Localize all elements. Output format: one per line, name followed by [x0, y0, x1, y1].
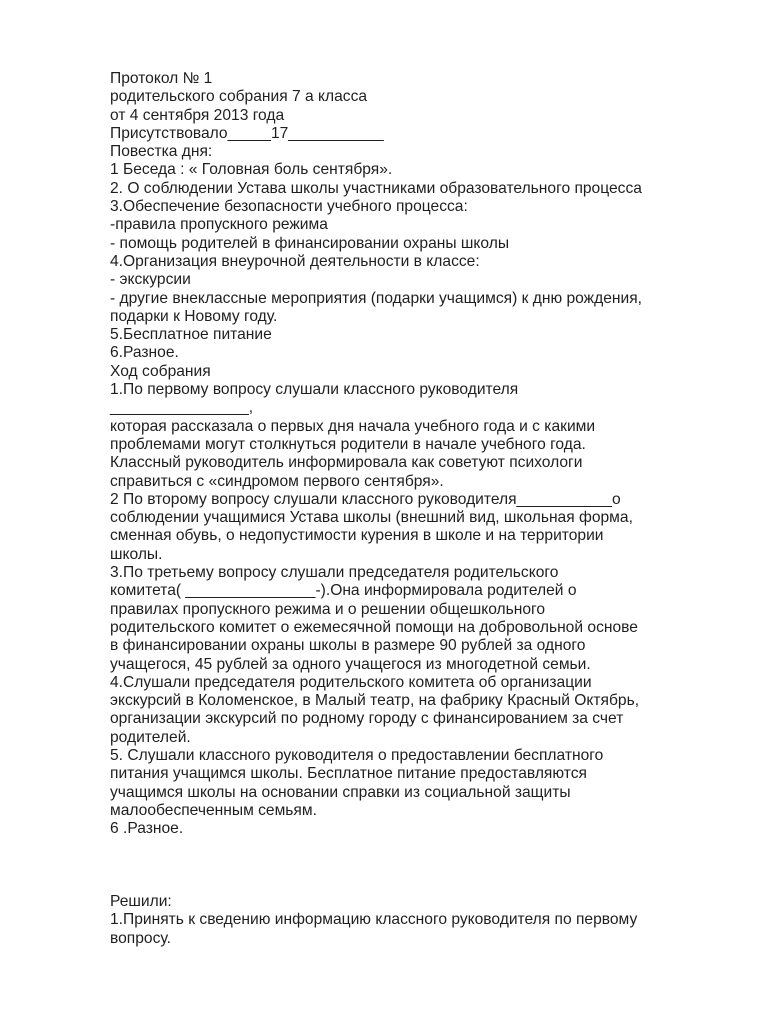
document-line: питания учащимся школы. Бесплатное питание предоставляются [110, 765, 587, 783]
document-line: организации экскурсий по родному городу с финансированием за счет [110, 710, 624, 728]
document-line: 2. О соблюдении Устава школы участниками образовательного процесса [110, 179, 642, 197]
document-line: Ход собрания [110, 362, 211, 380]
document-line: 6.Разное. [110, 344, 179, 362]
document-line: Повестка дня: [110, 143, 213, 161]
document-line: родительского собрания 7 а класса [110, 88, 368, 106]
document-line: экскурсий в Коломенское, в Малый театр, на фабрику Красный Октябрь, [110, 692, 640, 710]
document-line: учащимся школы на основании справки из социальной защиты [110, 783, 571, 801]
decision-line: 1.Принять к сведению информацию классного руководителя по первому [110, 911, 638, 929]
document-line: от 4 сентября 2013 года [110, 106, 285, 124]
document-line: комитета( _______________-).Она информировала родителей о [110, 582, 577, 600]
document-line: правилах пропускного режима и о решении общешкольного [110, 600, 546, 618]
document-line: 2 По второму вопросу слушали классного руководителя___________о [110, 490, 621, 508]
document-line: Протокол № 1 [110, 70, 213, 87]
document-line: соблюдении учащимися Устава школы (внешний вид, школьная форма, [110, 509, 633, 527]
protocol-text [110, 70, 730, 838]
decision-heading: Решили: [110, 893, 172, 910]
document-line: 4.Слушали председателя родительского комитета об организации [110, 673, 592, 691]
document-line: 3.По третьему вопросу слушали председателя родительского [110, 564, 559, 582]
document-line: Присутствовало_____17___________ [110, 124, 384, 142]
document-line: -правила пропускного режима [110, 216, 328, 234]
document-line: ________________, [110, 399, 254, 417]
document-line: школы. [110, 545, 163, 563]
document-line: 6 .Разное. [110, 820, 184, 838]
document-line: учащегося, 45 рублей за одного учащегося из многодетной семьи. [110, 655, 591, 673]
decision-section [110, 893, 730, 948]
document-line: 1 Беседа : « Головная боль сентября». [110, 161, 393, 179]
document-line: проблемами могут столкнуться родители в начале учебного года. [110, 435, 586, 453]
document-line: - экскурсии [110, 271, 191, 289]
document-line: 3.Обеспечение безопасности учебного процесса: [110, 198, 468, 216]
document-line: которая рассказала о первых дня начала учебного года и с какими [110, 417, 596, 435]
document-line: Классный руководитель информировала как советуют психологи [110, 454, 583, 472]
document-line: родительского комитет о ежемесячной помощи на добровольной основе [110, 618, 638, 636]
document-line: - помощь родителей в финансировании охраны школы [110, 234, 510, 252]
document-line: справиться с «синдромом первого сентября». [110, 472, 444, 490]
document-line: малообеспеченным семьям. [110, 801, 317, 819]
document-line: 5.Бесплатное питание [110, 326, 272, 344]
document-line: 5. Слушали классного руководителя о предоставлении бесплатного [110, 746, 604, 764]
document-line: 1.По первому вопросу слушали классного руководителя [110, 381, 519, 399]
document-line: сменная обувь, о недопустимости курения в школе и на территории [110, 527, 604, 545]
document-line: 4.Организация внеурочной деятельности в классе: [110, 252, 480, 270]
document-line: подарки к Новому году. [110, 307, 278, 325]
decision-line: вопросу. [110, 929, 171, 947]
document-line: родителей. [110, 728, 191, 746]
document-line: в финансировании охраны школы в размере 90 рублей за одного [110, 637, 586, 655]
document-line: - другие внеклассные мероприятия (подарки учащимся) к дню рождения, [110, 289, 642, 307]
